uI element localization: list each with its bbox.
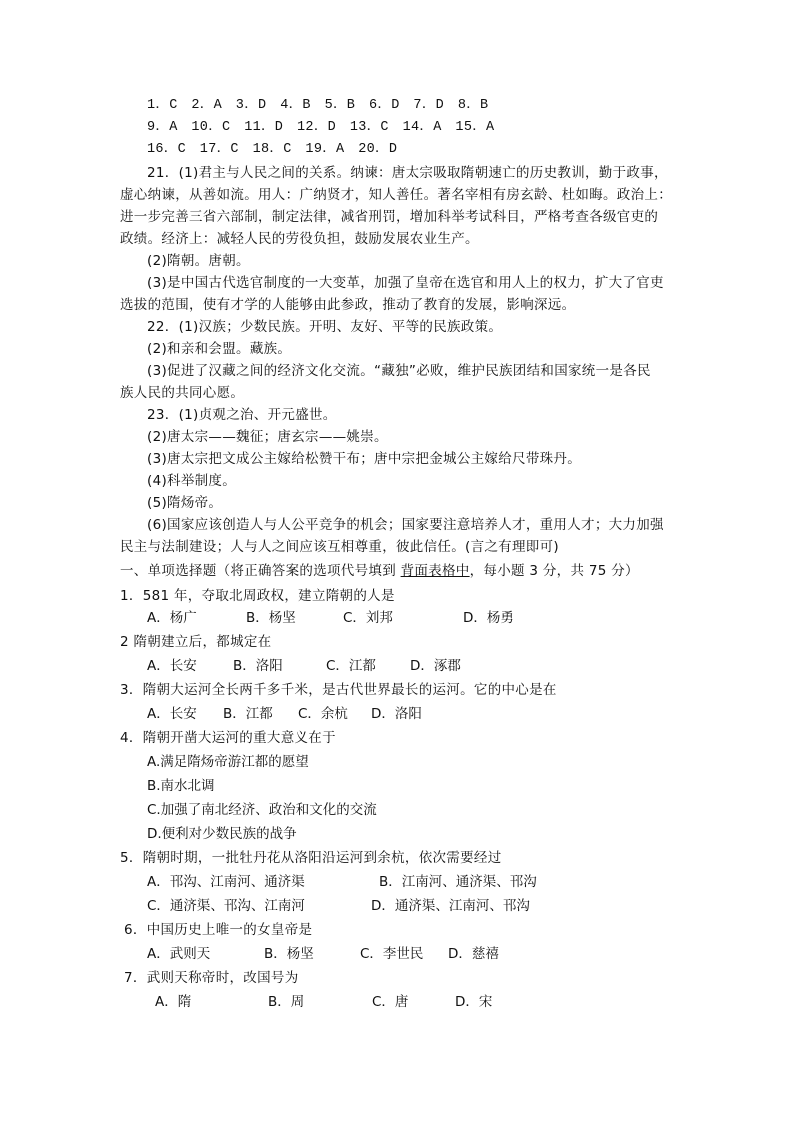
question-4-option-d: D.便利对少数民族的战争 <box>147 826 297 842</box>
q23-line-6: (6)国家应该创造人与人公平竞争的机会；国家要注意培养人才，重用人才；大力加强 <box>147 517 664 533</box>
section-heading-post: ，每小题 3 分，共 75 分） <box>469 563 639 579</box>
q21-line-7: 选拔的范围，使有才学的人能够由此参政，推动了教育的发展，影响深远。 <box>120 297 576 313</box>
question-5-option-b: B．江南河、通济渠、邗沟 <box>379 874 537 890</box>
q21-line-1: 21．(1)君主与人民之间的关系。纳谏：唐太宗吸取隋朝速亡的历史教训，勤于政事， <box>147 165 668 181</box>
question-4-option-b: B.南水北调 <box>147 778 215 794</box>
q21-line-6: (3)是中国古代选官制度的一大变革，加强了皇帝在选官和用人上的权力，扩大了官吏 <box>147 275 664 291</box>
q23-line-1: 23．(1)贞观之治、开元盛世。 <box>147 407 337 423</box>
question-7-option-b: B．周 <box>268 994 305 1010</box>
question-5-stem: 5．隋朝时期，一批牡丹花从洛阳沿运河到余杭，依次需要经过 <box>120 850 502 866</box>
question-4-option-a: A.满足隋炀帝游江都的愿望 <box>147 754 309 770</box>
answer-row-2: 9．A 10．C 11．D 12．D 13．C 14．A 15．A <box>147 120 495 135</box>
question-7-option-c: C．唐 <box>372 994 409 1010</box>
question-3-option-b: B．江都 <box>223 706 273 722</box>
question-6-option-d: D．慈禧 <box>448 946 499 962</box>
question-3-option-d: D．洛阳 <box>371 706 422 722</box>
q21-line-3: 进一步完善三省六部制，制定法律，减省刑罚，增加科举考试科目，严格考查各级官吏的 <box>120 209 659 225</box>
q23-line-4: (4)科举制度。 <box>147 473 237 489</box>
question-5-option-d: D．通济渠、江南河、邗沟 <box>371 898 530 914</box>
question-6-option-a: A．武则天 <box>147 946 211 962</box>
question-7-option-a: A．隋 <box>155 994 192 1010</box>
section-heading <box>120 561 639 581</box>
question-2-option-c: C．江都 <box>326 658 376 674</box>
question-4-stem: 4．隋朝开凿大运河的重大意义在于 <box>120 730 336 746</box>
question-1-option-b: B．杨坚 <box>246 610 296 626</box>
question-6-option-c: C．李世民 <box>360 946 424 962</box>
question-2-option-d: D．涿郡 <box>410 658 461 674</box>
question-6-option-b: B．杨坚 <box>264 946 314 962</box>
question-3-stem: 3．隋朝大运河全长两千多千米，是古代世界最长的运河。它的中心是在 <box>120 682 557 698</box>
q22-line-4: 族人民的共同心愿。 <box>120 385 245 401</box>
question-3-option-a: A．长安 <box>147 706 197 722</box>
question-2-option-b: B．洛阳 <box>233 658 283 674</box>
question-7-option-d: D．宋 <box>455 994 493 1010</box>
q23-line-7: 民主与法制建设；人与人之间应该互相尊重，彼此信任。(言之有理即可) <box>120 539 559 555</box>
question-4-option-c: C.加强了南北经济、政治和文化的交流 <box>147 802 377 818</box>
q22-line-2: (2)和亲和会盟。藏族。 <box>147 341 292 357</box>
question-2-option-a: A．长安 <box>147 658 197 674</box>
q23-line-3: (3)唐太宗把文成公主嫁给松赞干布；唐中宗把金城公主嫁给尺带珠丹。 <box>147 451 582 467</box>
q21-line-4: 政绩。经济上：减轻人民的劳役负担，鼓励发展农业生产。 <box>120 231 479 247</box>
question-2-stem: 2 隋朝建立后，都城定在 <box>120 634 272 650</box>
q21-line-2: 虚心纳谏，从善如流。用人：广纳贤才，知人善任。著名宰相有房玄龄、杜如晦。政治上： <box>120 187 672 203</box>
question-1-option-a: A．杨广 <box>147 610 197 626</box>
q23-line-2: (2)唐太宗——魏征；唐玄宗——姚崇。 <box>147 429 388 445</box>
question-3-option-c: C．余杭 <box>298 706 348 722</box>
q21-line-5: (2)隋朝。唐朝。 <box>147 253 250 269</box>
section-heading-pre: 一、单项选择题（将正确答案的选项代号填到 <box>120 563 401 579</box>
question-5-option-a: A．邗沟、江南河、通济渠 <box>147 874 305 890</box>
q23-line-5: (5)隋炀帝。 <box>147 495 223 511</box>
question-1-stem: 1．581 年，夺取北周政权，建立隋朝的人是 <box>120 588 395 604</box>
q22-line-1: 22．(1)汉族；少数民族。开明、友好、平等的民族政策。 <box>147 319 503 335</box>
answer-row-3: 16．C 17．C 18．C 19．A 20．D <box>147 142 398 157</box>
question-1-option-c: C．刘邦 <box>343 610 393 626</box>
question-5-option-c: C．通济渠、邗沟、江南河 <box>147 898 305 914</box>
answer-row-1: 1．C 2．A 3．D 4．B 5．B 6．D 7．D 8．B <box>147 98 489 113</box>
q22-line-3: (3)促进了汉藏之间的经济文化交流。“藏独”必败，维护民族团结和国家统一是各民 <box>147 363 651 379</box>
section-heading-underlined: 背面表格中 <box>400 563 470 579</box>
question-7-stem: 7．武则天称帝时，改国号为 <box>124 970 299 986</box>
question-6-stem: 6．中国历史上唯一的女皇帝是 <box>124 922 313 938</box>
question-1-option-d: D．杨勇 <box>463 610 514 626</box>
